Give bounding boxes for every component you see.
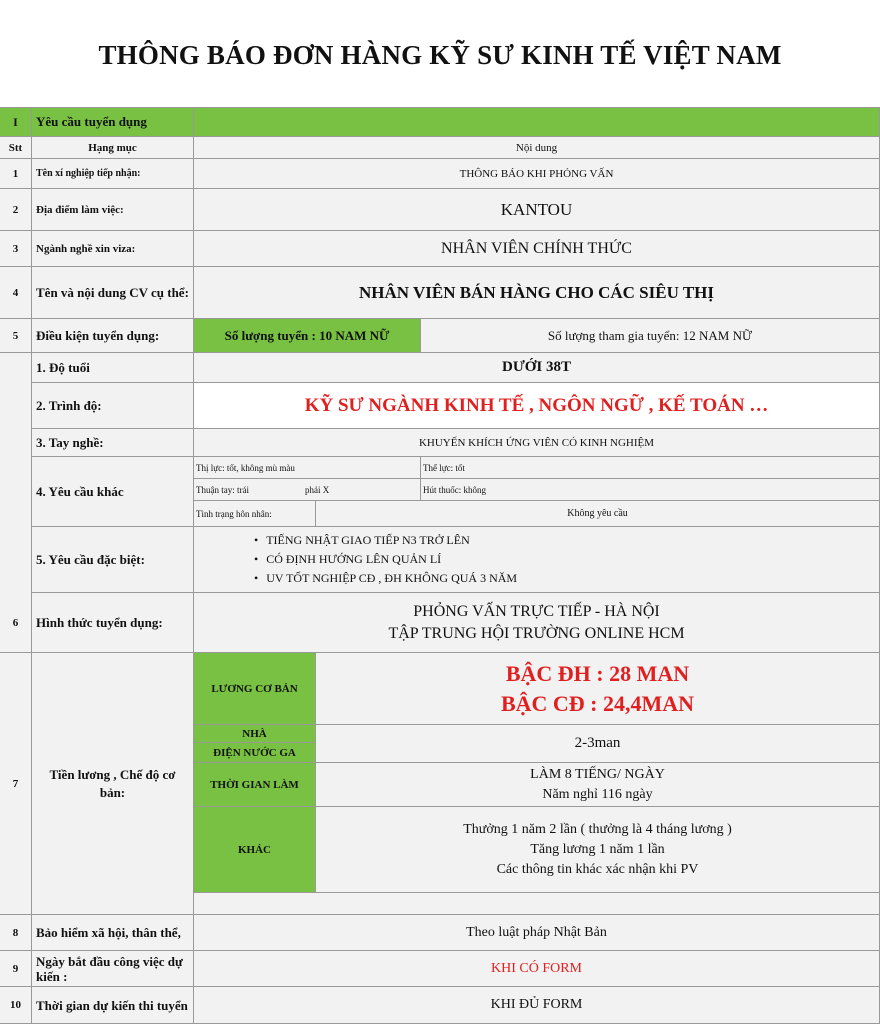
recruitment-form-line: TẬP TRUNG HỘI TRƯỜNG ONLINE HCM: [388, 624, 685, 642]
section-title: Yêu cầu tuyển dụng: [32, 107, 194, 137]
company-value: THÔNG BÁO KHI PHỎNG VẤN: [194, 159, 880, 189]
header-stt: Stt: [0, 137, 32, 159]
row-number: 5: [0, 319, 32, 353]
special-requirements-list: [194, 527, 880, 593]
marital-value: Không yêu cầu: [316, 501, 880, 527]
salary-label: Tiền lương , Chế độ cơ bản:: [32, 653, 194, 915]
row-number: 4: [0, 267, 32, 319]
section-number: I: [0, 107, 32, 137]
days-off: Năm nghỉ 116 ngày: [542, 786, 653, 802]
basic-salary-university: BẬC ĐH : 28 MAN: [505, 660, 690, 686]
participants-value: Số lượng tham gia tuyển: 12 NAM NỮ: [421, 319, 880, 353]
page-title: THÔNG BÁO ĐƠN HÀNG KỸ SƯ KINH TẾ VIỆT NAM: [98, 40, 782, 70]
header-content: Nội dung: [194, 137, 880, 159]
row-number: 1: [0, 159, 32, 189]
exam-time-label: Thời gian dự kiến thi tuyển: [32, 987, 194, 1024]
eyesight-value: Thị lực: tốt, không mù màu: [194, 457, 421, 479]
start-date-value: KHI CÓ FORM: [194, 951, 880, 987]
handedness-cell: [194, 479, 421, 501]
quota-value: Số lượng tuyển : 10 NAM NỮ: [194, 319, 421, 353]
basic-salary-college: BẬC CĐ : 24,4MAN: [500, 690, 695, 716]
marital-label: Tình trạng hôn nhân:: [194, 501, 316, 527]
row-number: 6: [0, 593, 32, 653]
job-label: Tên và nội dung CV cụ thể:: [32, 267, 194, 319]
basic-salary-value: [316, 653, 880, 725]
working-hours: LÀM 8 TIẾNG/ NGÀY: [530, 766, 665, 782]
conditions-label: Điều kiện tuyển dụng:: [32, 319, 194, 353]
header-item: Hạng mục: [32, 137, 194, 159]
exam-time-value: KHI ĐỦ FORM: [194, 987, 880, 1024]
special-requirement-item: • CÓ ĐỊNH HƯỚNG LÊN QUẢN LÍ: [254, 550, 517, 569]
bonus-info: Thưởng 1 năm 2 lần ( thưởng là 4 tháng lương ): [463, 821, 732, 837]
other-requirements-label: 4. Yêu cầu khác: [32, 457, 194, 527]
skill-value: KHUYẾN KHÍCH ỨNG VIÊN CÓ KINH NGHIỆM: [194, 429, 880, 457]
raise-info: Tăng lương 1 năm 1 lần: [530, 841, 665, 857]
age-value: DƯỚI 38T: [194, 353, 880, 383]
location-value: KANTOU: [194, 189, 880, 231]
working-time-label: THỜI GIAN LÀM: [194, 763, 316, 807]
row-number: 9: [0, 951, 32, 987]
age-label: 1. Độ tuổi: [32, 353, 194, 383]
education-value: KỸ SƯ NGÀNH KINH TẾ , NGÔN NGỮ , KẾ TOÁN …: [194, 383, 880, 429]
section-title-fill: [194, 107, 880, 137]
recruitment-form-label: Hình thức tuyển dụng:: [32, 593, 194, 653]
smoking-value: Hút thuốc: không: [421, 479, 880, 501]
special-requirement-item: • UV TỐT NGHIỆP CĐ , ĐH KHÔNG QUÁ 3 NĂM: [254, 569, 517, 588]
row-number: 8: [0, 915, 32, 951]
utilities-label: ĐIỆN NƯỚC GA: [194, 743, 316, 763]
location-label: Địa điểm làm việc:: [32, 189, 194, 231]
special-requirements-label: 5. Yêu cầu đặc biệt:: [32, 527, 194, 593]
physical-value: Thể lực: tốt: [421, 457, 880, 479]
housing-label: NHÀ: [194, 725, 316, 743]
job-value: NHÂN VIÊN BÁN HÀNG CHO CÁC SIÊU THỊ: [194, 267, 880, 319]
recruitment-form-line: PHỎNG VẤN TRỰC TIẾP - HÀ NỘI: [413, 602, 660, 620]
special-requirement-item: • TIẾNG NHẬT GIAO TIẾP N3 TRỞ LÊN: [254, 531, 517, 550]
skill-label: 3. Tay nghề:: [32, 429, 194, 457]
housing-value: 2-3man: [316, 725, 880, 763]
working-time-value: [316, 763, 880, 807]
insurance-value: Theo luật pháp Nhật Bản: [194, 915, 880, 951]
row-number: 2: [0, 189, 32, 231]
start-date-label: Ngày bắt đầu công việc dự kiến :: [32, 951, 194, 987]
visa-value: NHÂN VIÊN CHÍNH THỨC: [194, 231, 880, 267]
handedness-right: phải X: [304, 484, 330, 495]
other-info: Các thông tin khác xác nhận khi PV: [496, 861, 699, 877]
basic-salary-label: LƯƠNG CƠ BẢN: [194, 653, 316, 725]
recruitment-form-value: [194, 593, 880, 653]
row-number: 10: [0, 987, 32, 1024]
education-label: 2. Trình độ:: [32, 383, 194, 429]
other-benefits-value: [316, 807, 880, 893]
salary-spacer: [194, 893, 880, 915]
row-number: 7: [0, 653, 32, 915]
other-benefits-label: KHÁC: [194, 807, 316, 893]
visa-label: Ngành nghề xin viza:: [32, 231, 194, 267]
handedness-left: Thuận tay: trái: [196, 484, 249, 495]
row-number: 3: [0, 231, 32, 267]
insurance-label: Bảo hiểm xã hội, thân thể,: [32, 915, 194, 951]
company-label: Tên xí nghiệp tiếp nhận:: [32, 159, 194, 189]
